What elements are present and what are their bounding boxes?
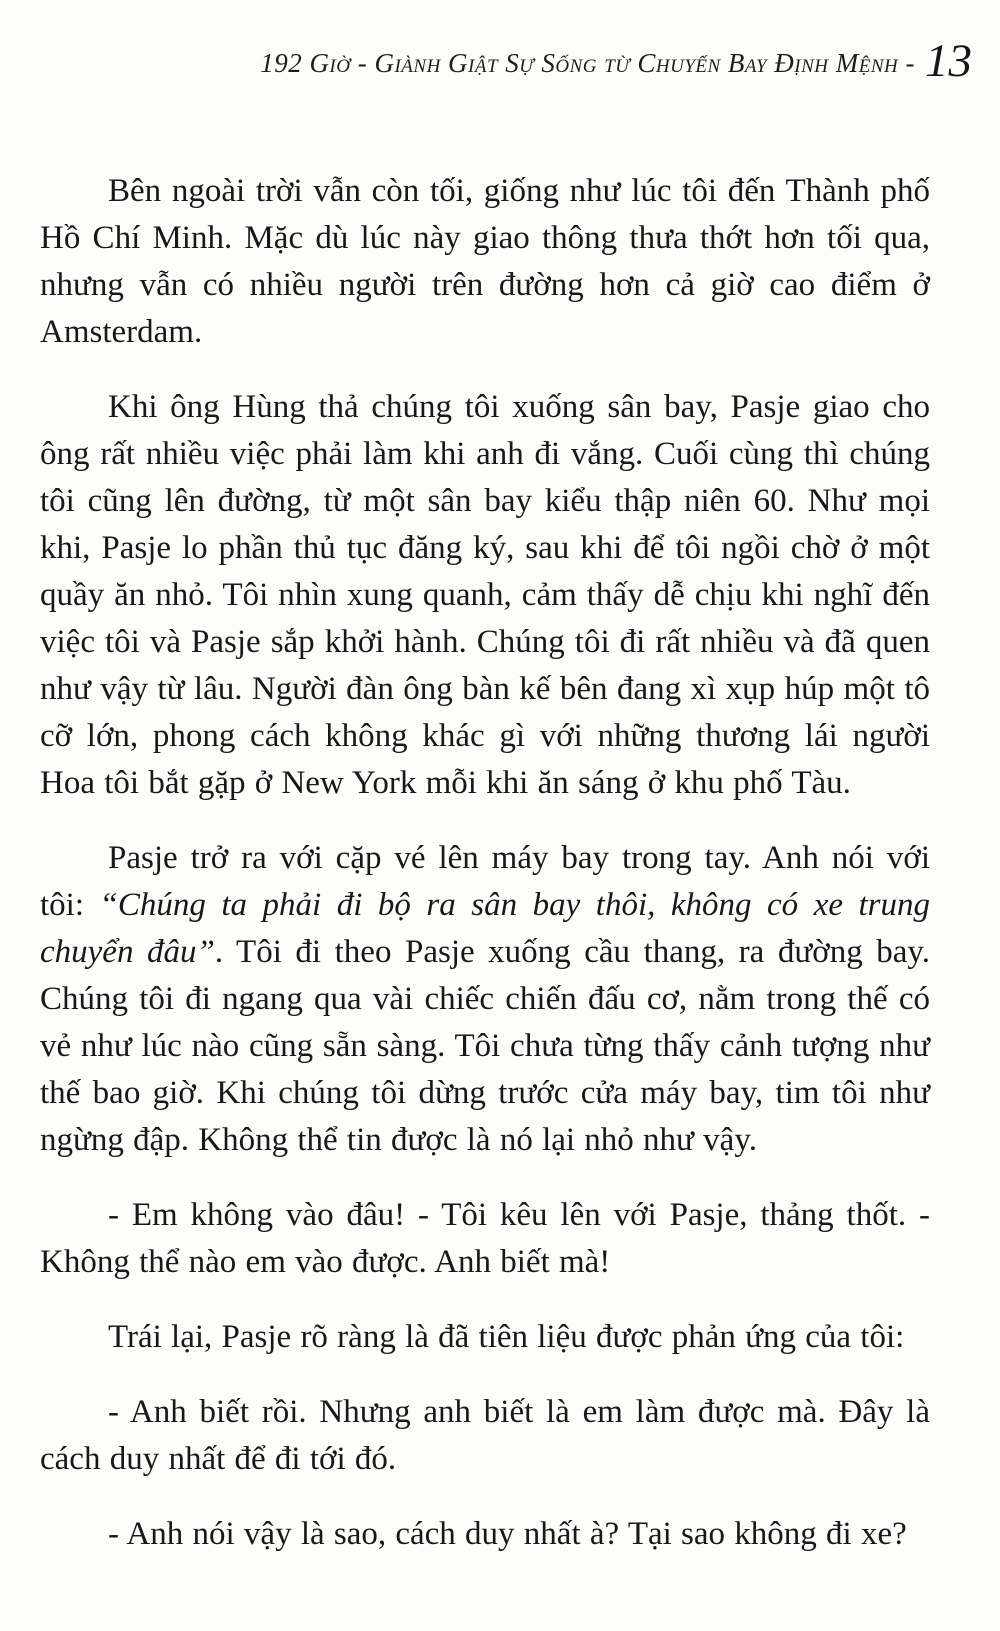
paragraph-3-quoted-speech: “Chúng ta phải đi bộ ra sân bay thôi, không có xe trung chuyển đâu”: [40, 887, 930, 970]
paragraph-5-text: Trái lại, Pasje rõ ràng là đã tiên liệu được phản ứng của tôi:: [108, 1319, 905, 1355]
paragraph-6-dialogue: [40, 1389, 930, 1483]
paragraph-2-text: Khi ông Hùng thả chúng tôi xuống sân bay, Pasje giao cho ông rất nhiều việc phải làm khi anh đi vắng. Cuối cùng thì chúng tôi cũng lên đường, từ một sân bay kiểu thập niên 60. Như mọi khi, Pasje lo phần thủ tục đăng ký, sau khi để tôi ngồi chờ ở một quầy ăn nhỏ. Tôi nhìn xung quanh, cảm thấy dễ chịu khi nghĩ đến việc tôi và Pasje sắp khởi hành. Chúng tôi đi rất nhiều và đã quen như vậy từ lâu. Người đàn ông bàn kế bên đang xì xụp húp một tô cỡ lớn, phong cách không khác gì với những thương lái người Hoa tôi bắt gặp ở New York mỗi khi ăn sáng ở khu phố Tàu.: [40, 389, 930, 801]
paragraph-7-dialogue: [40, 1511, 930, 1558]
paragraph-3-text-after-quote: . Tôi đi theo Pasje xuống cầu thang, ra đường bay. Chúng tôi đi ngang qua vài chiếc chiến đấu cơ, nằm trong thế có vẻ như lúc nào cũng sẵn sàng. Tôi chưa từng thấy cảnh tượng như thế bao giờ. Khi chúng tôi dừng trước cửa máy bay, tim tôi như ngừng đập. Không thể tin được là nó lại nhỏ như vậy.: [40, 934, 930, 1158]
paragraph-5: [40, 1314, 930, 1361]
paragraph-1: [40, 168, 930, 356]
paragraph-7-text: - Anh nói vậy là sao, cách duy nhất à? Tại sao không đi xe?: [108, 1516, 907, 1552]
body-text: [0, 88, 1000, 1558]
paragraph-3: [40, 835, 930, 1164]
paragraph-6-text: - Anh biết rồi. Nhưng anh biết là em làm được mà. Đây là cách duy nhất để đi tới đó.: [40, 1394, 930, 1477]
page-number: 13: [925, 35, 972, 87]
running-header: [0, 0, 1000, 88]
running-title: 192 Giờ - Giành Giật Sự Sống từ Chuyến Bay Định Mệnh -: [260, 48, 915, 78]
paragraph-3-text-before-quote: Pasje trở ra với cặp vé lên máy bay trong tay. Anh nói với tôi:: [40, 840, 930, 923]
paragraph-4-text: - Em không vào đâu! - Tôi kêu lên với Pasje, thảng thốt. - Không thể nào em vào được. Anh biết mà!: [40, 1197, 930, 1280]
paragraph-2: [40, 384, 930, 807]
paragraph-1-text: Bên ngoài trời vẫn còn tối, giống như lúc tôi đến Thành phố Hồ Chí Minh. Mặc dù lúc này giao thông thưa thớt hơn tối qua, nhưng vẫn có nhiều người trên đường hơn cả giờ cao điểm ở Amsterdam.: [40, 173, 930, 350]
paragraph-4-dialogue: [40, 1192, 930, 1286]
